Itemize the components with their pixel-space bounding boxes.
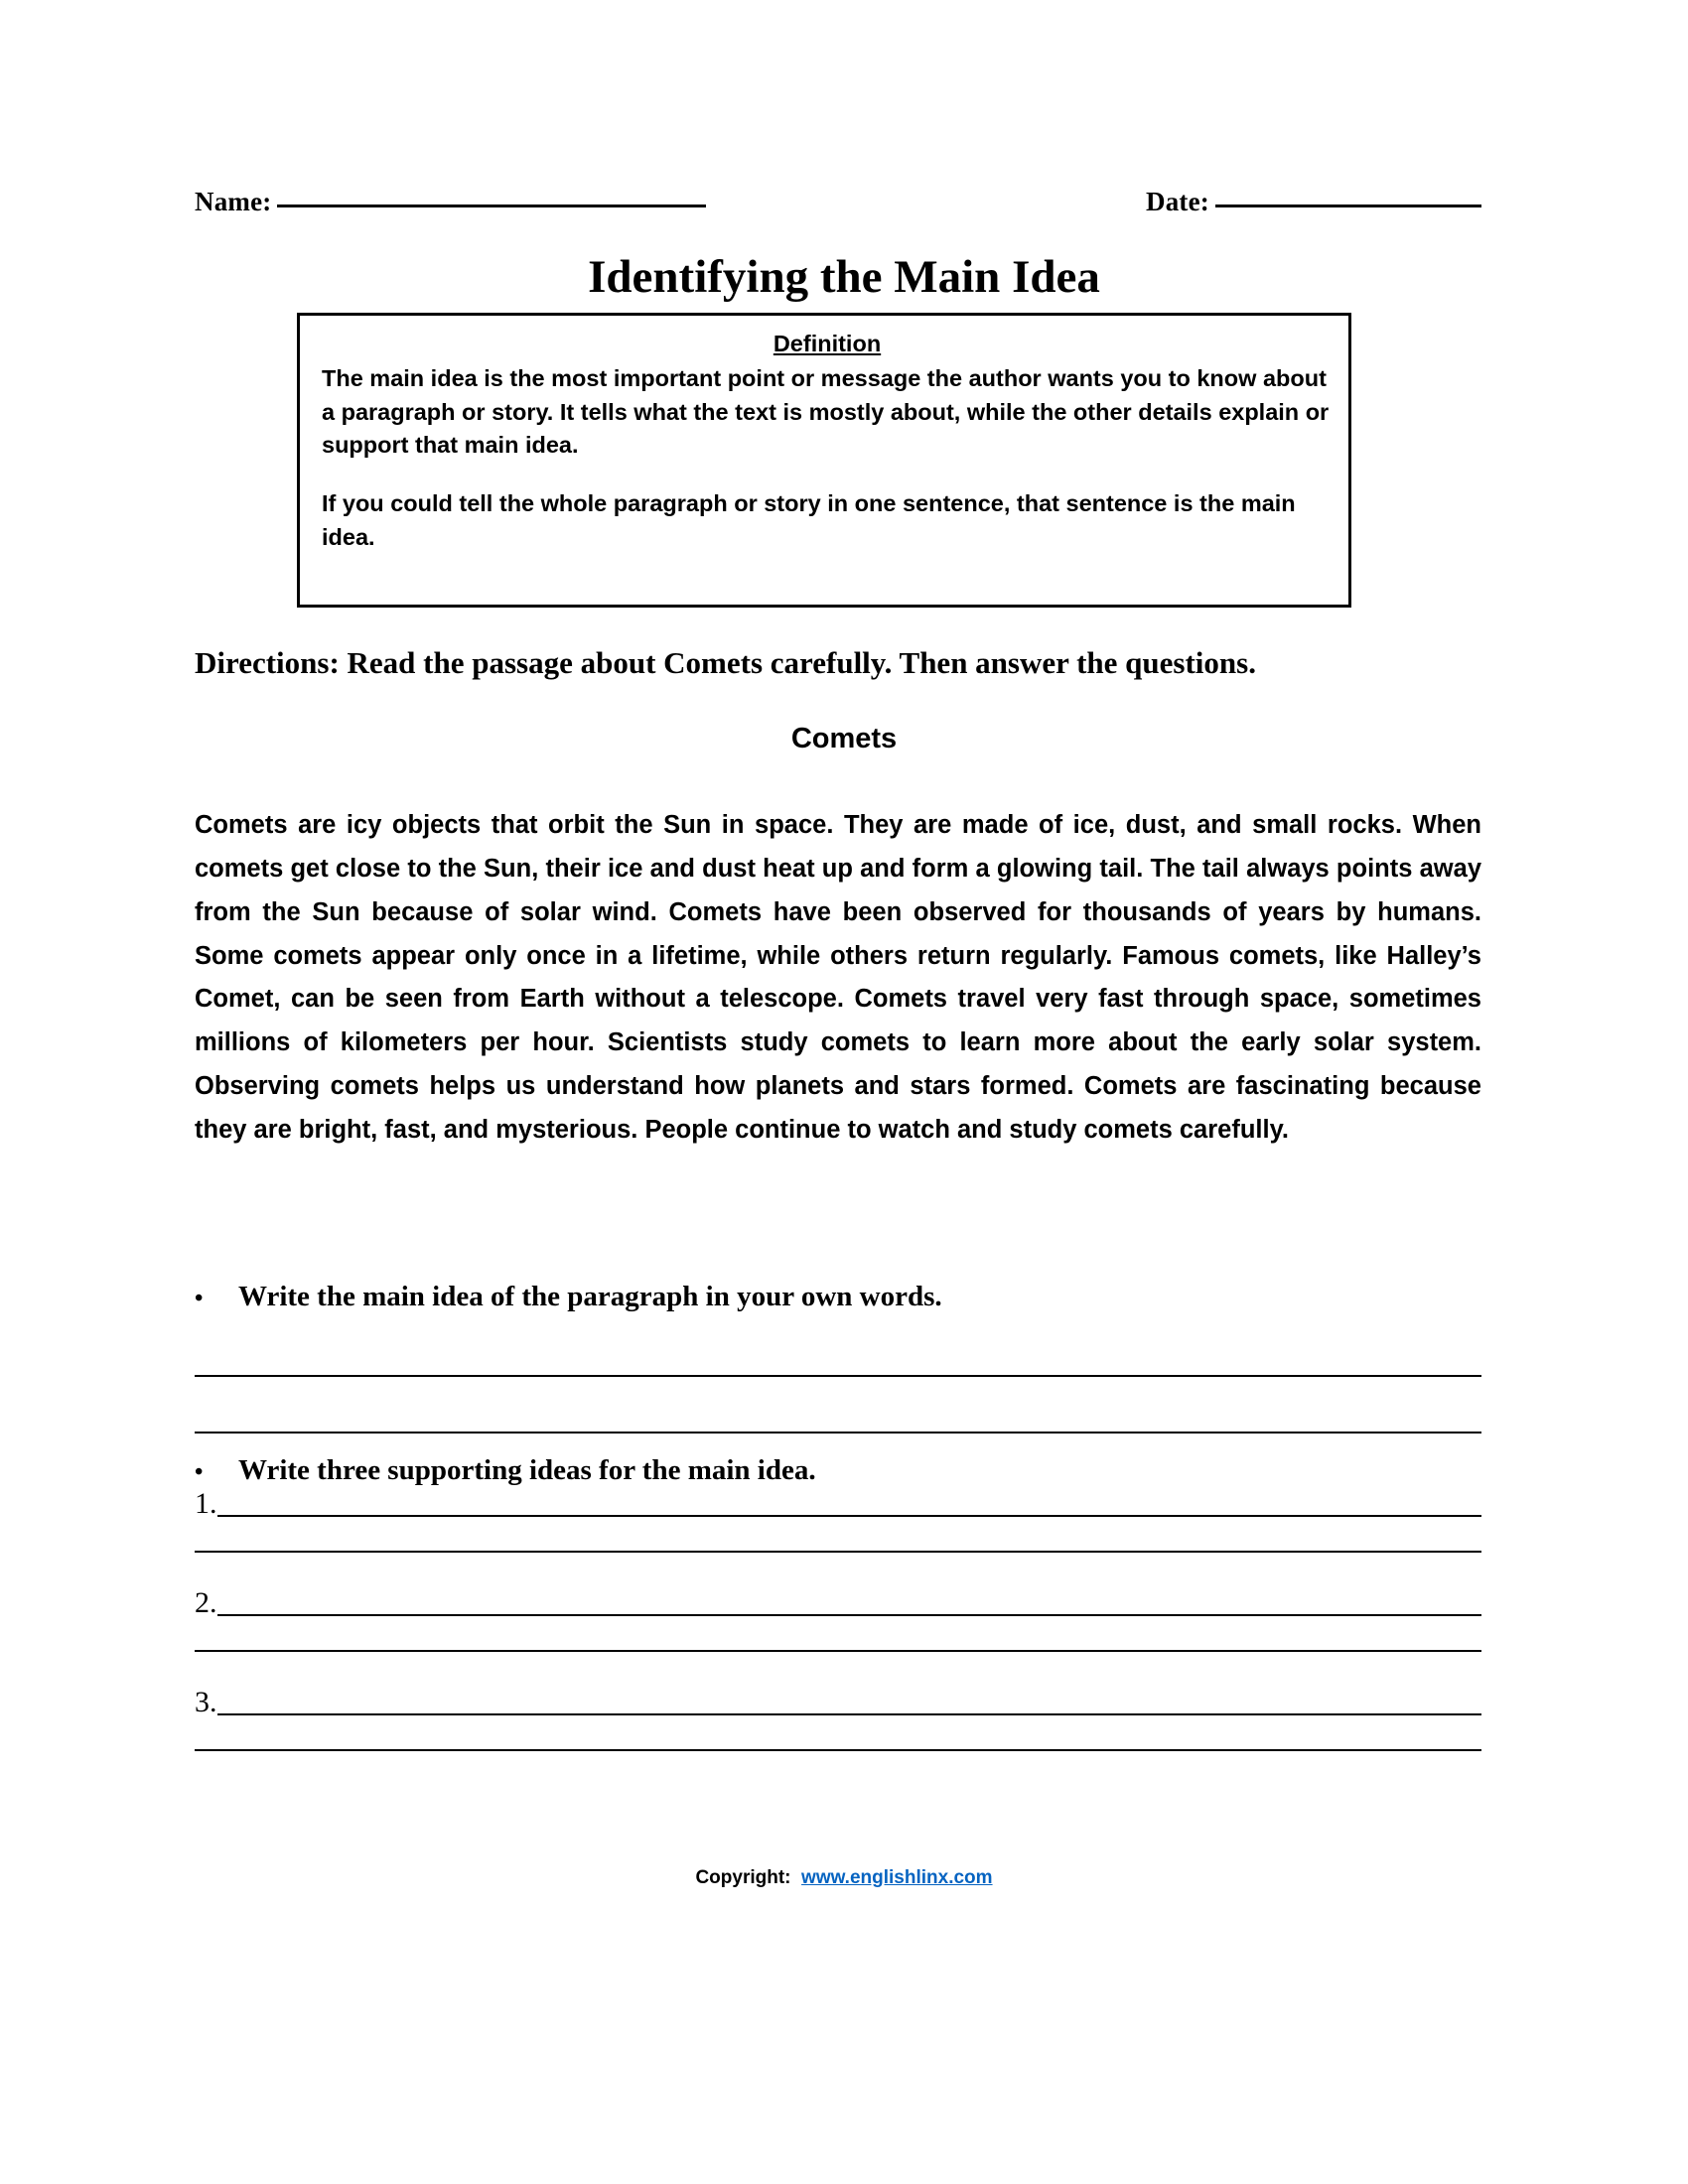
question-2 xyxy=(195,1454,1481,1487)
definition-box xyxy=(297,313,1351,608)
answer-rule[interactable] xyxy=(195,1432,1481,1433)
numbered-answer-row[interactable] xyxy=(195,1688,1481,1719)
englishlinx-link[interactable]: www.englishlinx.com xyxy=(801,1867,993,1888)
question-1-prompt: Write the main idea of the paragraph in your own words. xyxy=(238,1281,942,1312)
copyright-label: Copyright: xyxy=(695,1867,791,1888)
answer-rule[interactable] xyxy=(217,1515,1482,1517)
footer xyxy=(0,1867,1688,1889)
numbered-answer-row[interactable] xyxy=(195,1588,1481,1620)
question-1 xyxy=(195,1281,1481,1313)
answer-rule[interactable] xyxy=(217,1614,1482,1616)
name-write-line[interactable] xyxy=(277,205,706,207)
answer-rule[interactable] xyxy=(195,1551,1481,1553)
passage-heading: Comets xyxy=(790,723,898,754)
question-1-answer-line-2[interactable] xyxy=(195,1432,1481,1433)
question-1-row xyxy=(195,1281,1481,1313)
name-label: Name: xyxy=(195,187,272,216)
name-field xyxy=(195,187,706,217)
date-label: Date: xyxy=(1146,187,1209,216)
definition-spacer xyxy=(322,462,1333,487)
supporting-idea-1-line-2[interactable] xyxy=(195,1551,1481,1553)
definition-heading: Definition xyxy=(773,331,882,356)
passage-body: Comets are icy objects that orbit the Sun in space. They are made of ice, dust, and small rocks. When comets get close to the Sun, their ice and dust heat up and form a glowing tail. The tail always points away from the Sun because of solar wind. Comets have been observed for thousands of years by humans. Some comets appear only once in a lifetime, while others return regularly. Famous comets, like Halley’s Comet, can be seen from Earth without a telescope. Comets travel very fast through space, sometimes millions of kilometers per hour. Scientists study comets to learn more about the early solar system. Observing comets helps us understand how planets and stars formed. Comets are fascinating because they are bright, fast, and mysterious. People continue to watch and study comets carefully. xyxy=(195,811,1481,1145)
date-field xyxy=(1146,187,1481,217)
page-title: Identifying the Main Idea xyxy=(588,251,1100,303)
question-2-prompt: Write three supporting ideas for the main idea. xyxy=(238,1454,816,1486)
supporting-idea-3-line-2[interactable] xyxy=(195,1749,1481,1751)
item-number-1: 1. xyxy=(195,1487,217,1520)
date-write-line[interactable] xyxy=(1215,205,1481,207)
answer-rule[interactable] xyxy=(195,1375,1481,1377)
bullet-icon: • xyxy=(195,1459,204,1485)
directions-text: Directions: Read the passage about Comets carefully. Then answer the questions. xyxy=(195,645,1256,680)
definition-paragraph-2: If you could tell the whole paragraph or story in one sentence, that sentence is the main idea. xyxy=(322,490,1296,550)
question-1-answer-line-1[interactable] xyxy=(195,1375,1481,1377)
item-number-3: 3. xyxy=(195,1686,217,1718)
supporting-idea-1[interactable] xyxy=(195,1489,1481,1521)
answer-rule[interactable] xyxy=(195,1749,1481,1751)
supporting-idea-3[interactable] xyxy=(195,1688,1481,1719)
answer-rule[interactable] xyxy=(195,1650,1481,1652)
supporting-idea-2[interactable] xyxy=(195,1588,1481,1620)
definition-paragraph-1: The main idea is the most important point or message the author wants you to know about a paragraph or story. It tells what the text is mostly about, while the other details explain or support that main idea. xyxy=(322,365,1330,459)
header-row xyxy=(195,187,1485,217)
item-number-2: 2. xyxy=(195,1586,217,1619)
answer-rule[interactable] xyxy=(217,1713,1482,1715)
question-2-row xyxy=(195,1454,1481,1487)
supporting-idea-2-line-2[interactable] xyxy=(195,1650,1481,1652)
bullet-icon: • xyxy=(195,1286,204,1311)
numbered-answer-row[interactable] xyxy=(195,1489,1481,1521)
